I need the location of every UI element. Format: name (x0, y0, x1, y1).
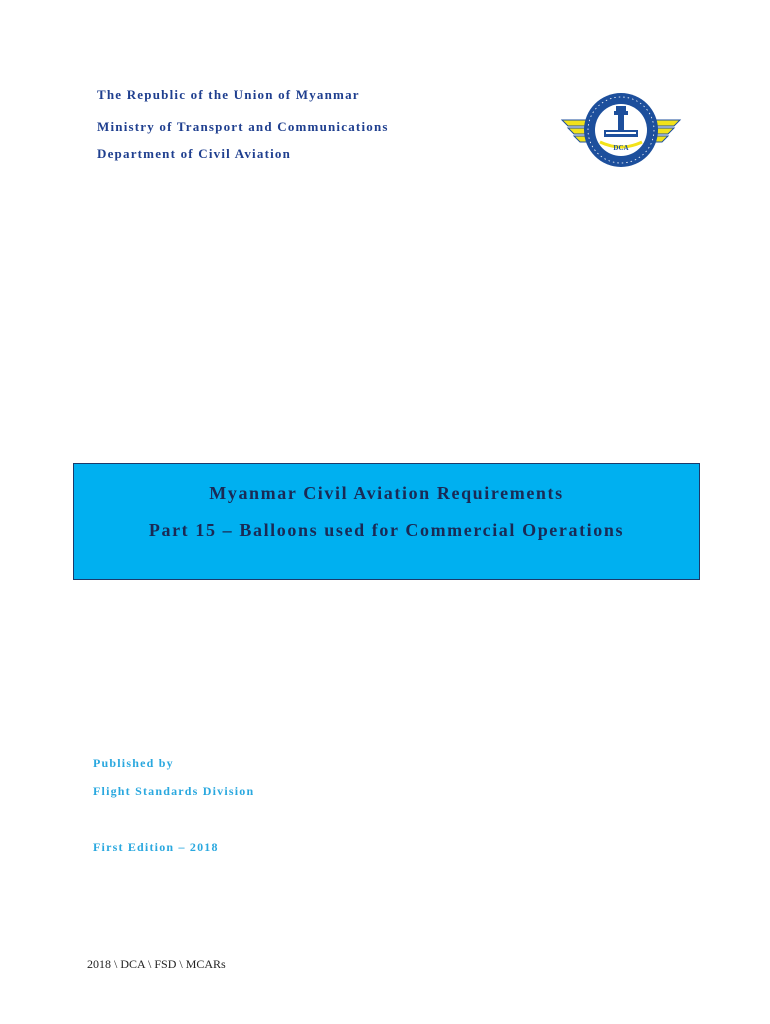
department-heading: Department of Civil Aviation (97, 146, 292, 161)
document-title: Myanmar Civil Aviation Requirements (209, 483, 564, 503)
ministry-heading: Ministry of Transport and Communications (97, 119, 389, 134)
title-box (73, 463, 700, 580)
dca-emblem-icon (560, 90, 682, 170)
republic-heading: The Republic of the Union of Myanmar (97, 87, 360, 102)
published-by-label: Published by (93, 756, 174, 770)
document-subtitle: Part 15 – Balloons used for Commercial Operations (148, 520, 625, 540)
edition-label: First Edition – 2018 (93, 840, 219, 854)
footer-reference: 2018 \ DCA \ FSD \ MCARs (87, 957, 226, 971)
division-name: Flight Standards Division (93, 784, 255, 798)
emblem-dca-text: DCA (613, 144, 629, 152)
